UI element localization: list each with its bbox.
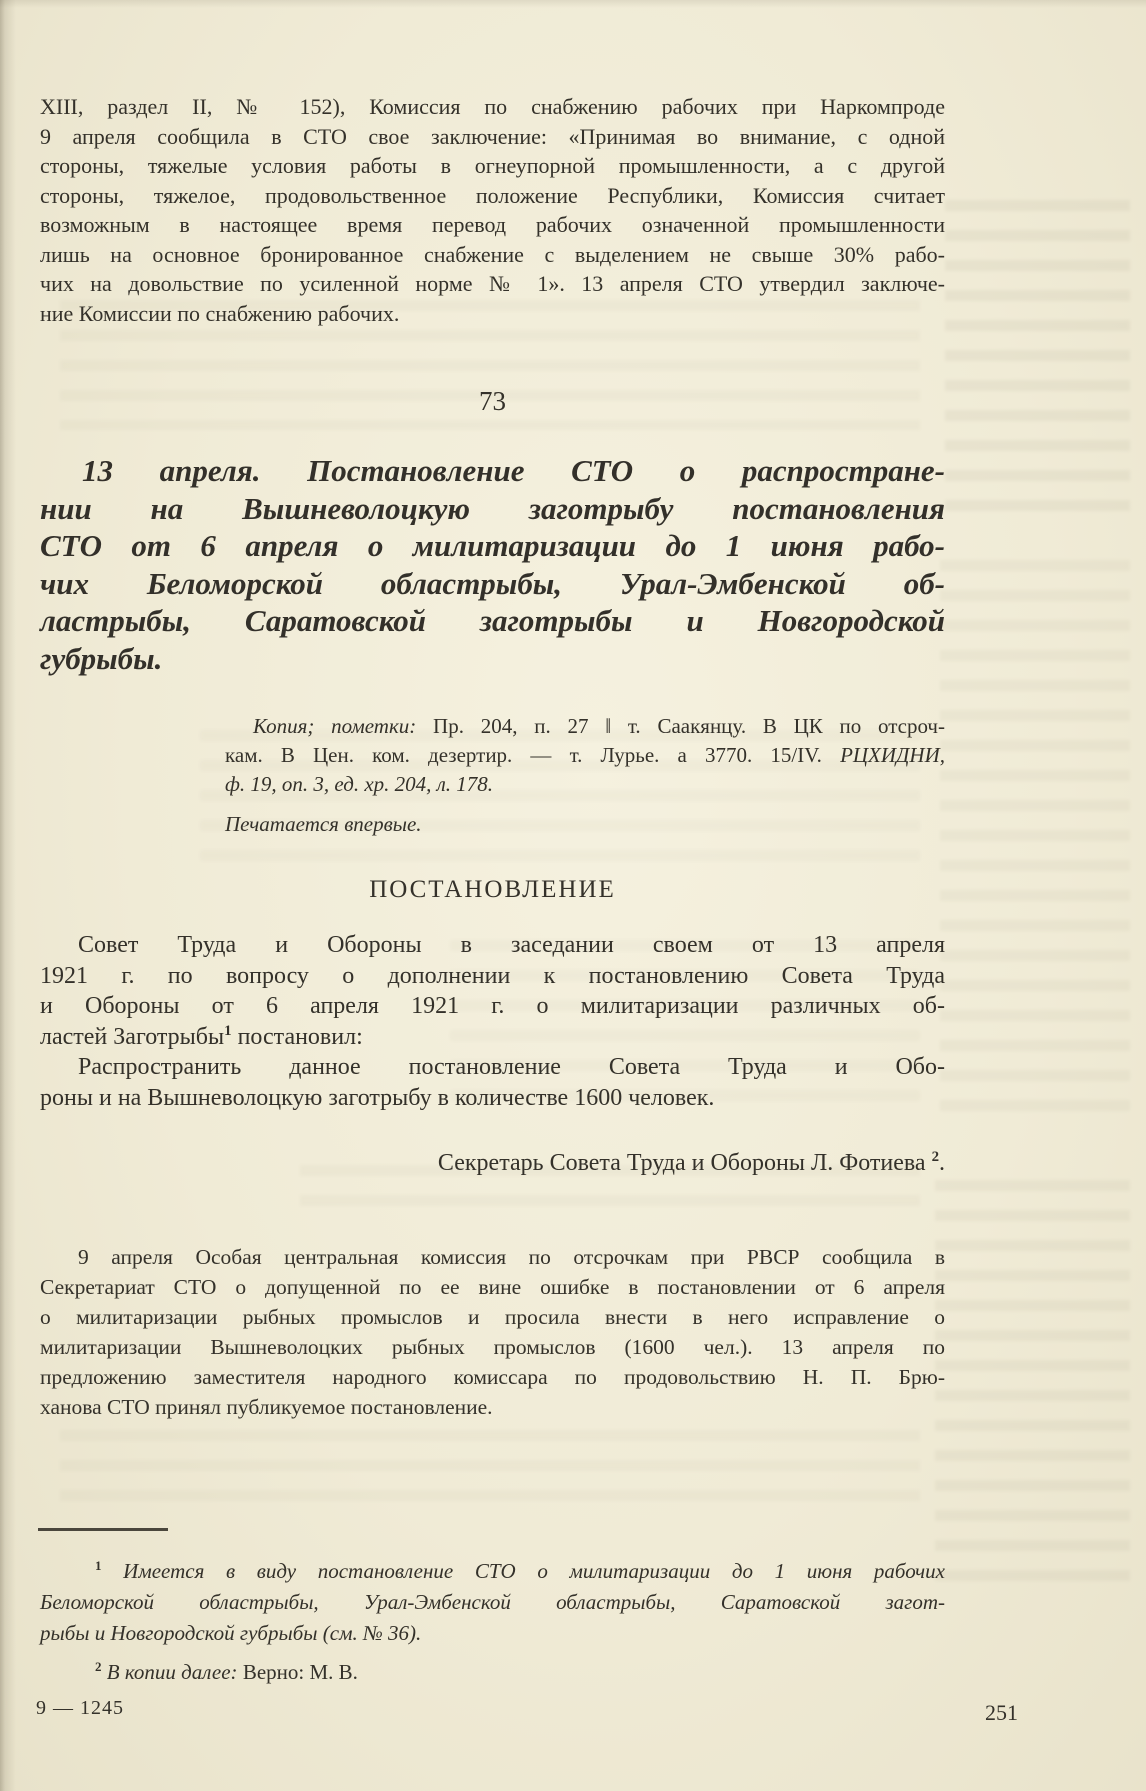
document-number: 73: [479, 386, 506, 416]
showthrough-artifact: [935, 1180, 1130, 1600]
footnote-1: $^1$ Имеется в виду постановление СТО о милитаризации до 1 июня рабочих Беломорской областрыбы, Урал-Эмбенской областрыбы, Саратовской загот- рыбы и Новгородской губрыбы (см. № 36).: [40, 1558, 945, 1645]
document-heading: 13 апреля. Постановление СТО о распростране- нии на Вышневолоцкую заготрыбу постановления СТО от 6 апреля о милитаризации до 1 июня рабо- чих Беломорской областрыбы, Урал-Эмбенской об- ластрыбы, Саратовской заготрыбы и Новгородской губрыбы.: [40, 453, 945, 676]
showthrough-artifact: [940, 560, 1130, 1120]
page-number: 251: [985, 1700, 1018, 1725]
footnote-divider: [38, 1528, 168, 1531]
footnote-2: $^2$ В копии далее: Верно: М. В.: [95, 1659, 358, 1684]
decree-paragraph-2: Распространить данное постановление Совета Труда и Обо- роны и на Вышневолоцкую заготрыбу в количестве 1600 человек.: [40, 1054, 945, 1111]
editorial-commentary: 9 апреля Особая центральная комиссия по отсрочкам при РВСР сообщила в Секретариат СТО о допущенной по ее вине ошибке в постановлении от 6 апреля о милитаризации рыбных промыслов и просила внести в него исправление о милитаризации Вышневолоцких рыбных промыслов (1600 чел.). 13 апреля по предложению заместителя народного комиссара по продовольствию Н. П. Брю- ханова СТО принял публикуемое постановление.: [40, 1245, 945, 1419]
decree-title: ПОСТАНОВЛЕНИЕ: [369, 876, 616, 903]
first-publication-note: Печатается впервые.: [225, 812, 422, 836]
showthrough-artifact: [60, 1430, 920, 1520]
archival-source-note: Копия; пометки: Пр. 204, п. 27 ‖ т. Саакянцу. В ЦК по отсроч- кам. В Цен. ком. дезертир. — т. Лурье. а 3770. 15/IV. РЦХИДНИ, ф. 19, оп. 3, ед. хр. 204, л. 178.: [225, 714, 945, 796]
editorial-intro-paragraph: XIII, раздел II, № 152), Комиссия по снабжению рабочих при Наркомпроде 9 апреля сообщила в СТО свое заключение: «Принимая во внимание, с одной стороны, тяжелые условия работы в огнеупорной промышленности, а с другой стороны, тяжелое, продовольственное положение Республики, Комиссия считает возможным в настоящее время перевод рабочих означенной промышленности лишь на основное бронированное снабжение с выделением не свыше 30% рабо- чих на довольствие по усиленной норме № 1». 13 апреля СТО утвердил заключе- ние Комиссии по снабжению рабочих.: [40, 94, 945, 326]
decree-signature: Секретарь Совета Труда и Обороны Л. Фотиева $^2$.: [437, 1149, 945, 1176]
decree-paragraph-1: Совет Труда и Обороны в заседании своем от 13 апреля 1921 г. по вопросу о дополнении к постановлению Совета Труда и Обороны от 6 апреля 1921 г. о милитаризации различных об- ластей Заготрыбы$^1$ постановил:: [40, 932, 945, 1050]
print-order-number: 9 — 1245: [36, 1697, 124, 1719]
showthrough-artifact: [945, 200, 1130, 520]
